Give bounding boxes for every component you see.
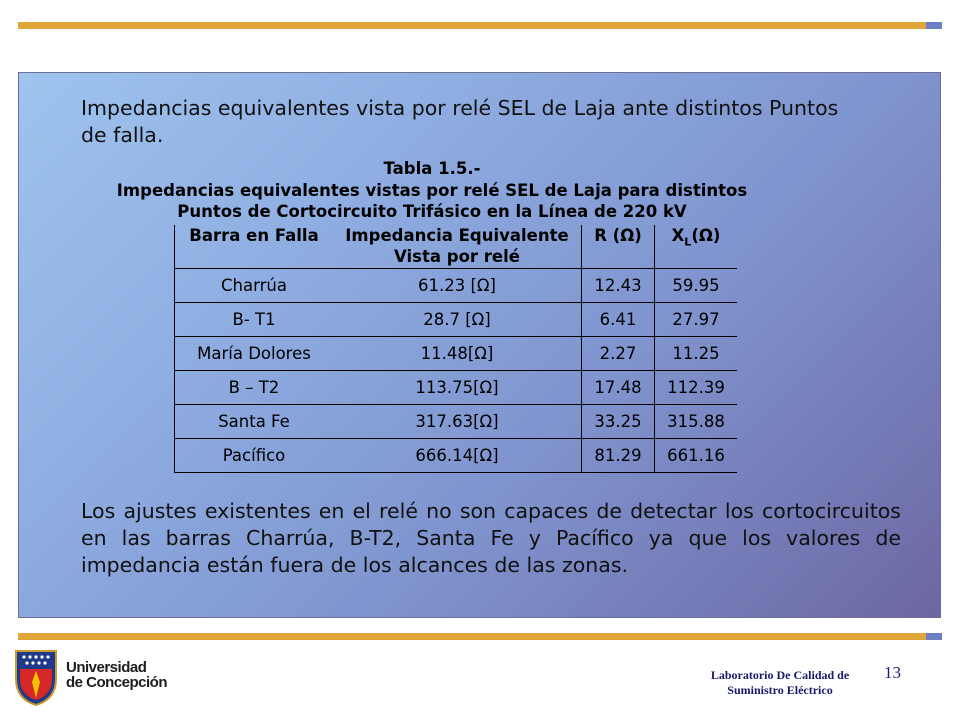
table-row (175, 439, 738, 473)
cell-impedance: 61.23 [Ω] (418, 276, 496, 295)
header-bus: Barra en Falla (175, 225, 334, 269)
cell-r: 6.41 (582, 303, 655, 337)
table-title-line-2: Impedancias equivalentes vistas por relé SEL de Laja para distintos (116, 180, 748, 200)
cell-r: 12.43 (582, 269, 655, 303)
cell-bus: B- T1 (175, 303, 334, 337)
cell-xl: 11.25 (655, 337, 738, 371)
lab-name-line-1: Laboratorio De Calidad de (710, 668, 850, 682)
university-name (66, 660, 167, 690)
cell-xl: 661.16 (655, 439, 738, 473)
table-title-line-3: Puntos de Cortocircuito Trifásico en la Línea de 220 kV (177, 202, 687, 221)
lab-name (690, 668, 870, 698)
header-impedance-line-1: Impedancia Equivalente (345, 226, 569, 245)
cell-bus: María Dolores (175, 337, 334, 371)
table-row (175, 337, 738, 371)
cell-r: 33.25 (582, 405, 655, 439)
header-r: R (Ω) (582, 225, 655, 269)
impedance-table (174, 225, 737, 473)
table-title (19, 158, 845, 223)
cell-xl: 27.97 (655, 303, 738, 337)
table-row (175, 371, 738, 405)
cell-xl: 59.95 (655, 269, 738, 303)
table-header-row (175, 225, 738, 269)
cell-xl: 112.39 (655, 371, 738, 405)
cell-bus: Santa Fe (175, 405, 334, 439)
header-xl (655, 225, 738, 269)
content-panel (18, 72, 941, 618)
university-name-line-2: de Concepción (66, 674, 168, 691)
intro-text: Impedancias equivalentes vista por relé SEL de Laja ante distintos Puntos de falla. (81, 96, 839, 147)
cell-r: 2.27 (582, 337, 655, 371)
cell-impedance: 113.75[Ω] (415, 378, 499, 397)
cell-impedance: 11.48[Ω] (420, 344, 494, 363)
table-row (175, 405, 738, 439)
cell-bus: Charrúa (175, 269, 334, 303)
table-row (175, 269, 738, 303)
conclusion-text: Los ajustes existentes en el relé no son capaces de detectar los cortocircuitos en las barras Charrúa, B-T2, Santa Fe y Pacífico ya que los valores de impedancia están fuera de los alcances de las zonas. (81, 499, 901, 577)
header-impedance (333, 225, 582, 269)
page-number: 13 (884, 663, 901, 682)
header-impedance-line-2: Vista por relé (394, 247, 520, 266)
lab-name-line-2: Suministro Eléctrico (727, 683, 833, 697)
cell-bus: Pacífico (175, 439, 334, 473)
top-rule (18, 22, 942, 29)
cell-bus: B – T2 (175, 371, 334, 405)
header-xl-sub: L (684, 235, 692, 249)
cell-r: 81.29 (582, 439, 655, 473)
table-row (175, 303, 738, 337)
university-crest-icon (14, 649, 58, 711)
cell-impedance: 317.63[Ω] (415, 412, 499, 431)
header-xl-main: X (671, 226, 685, 245)
cell-impedance: 28.7 [Ω] (423, 310, 491, 329)
table-title-line-1: Tabla 1.5.- (383, 159, 481, 178)
university-name-line-1: Universidad (66, 659, 147, 676)
cell-xl: 315.88 (655, 405, 738, 439)
cell-impedance: 666.14[Ω] (415, 446, 499, 465)
bottom-rule (18, 633, 942, 640)
header-xl-unit: (Ω) (691, 226, 721, 245)
cell-r: 17.48 (582, 371, 655, 405)
